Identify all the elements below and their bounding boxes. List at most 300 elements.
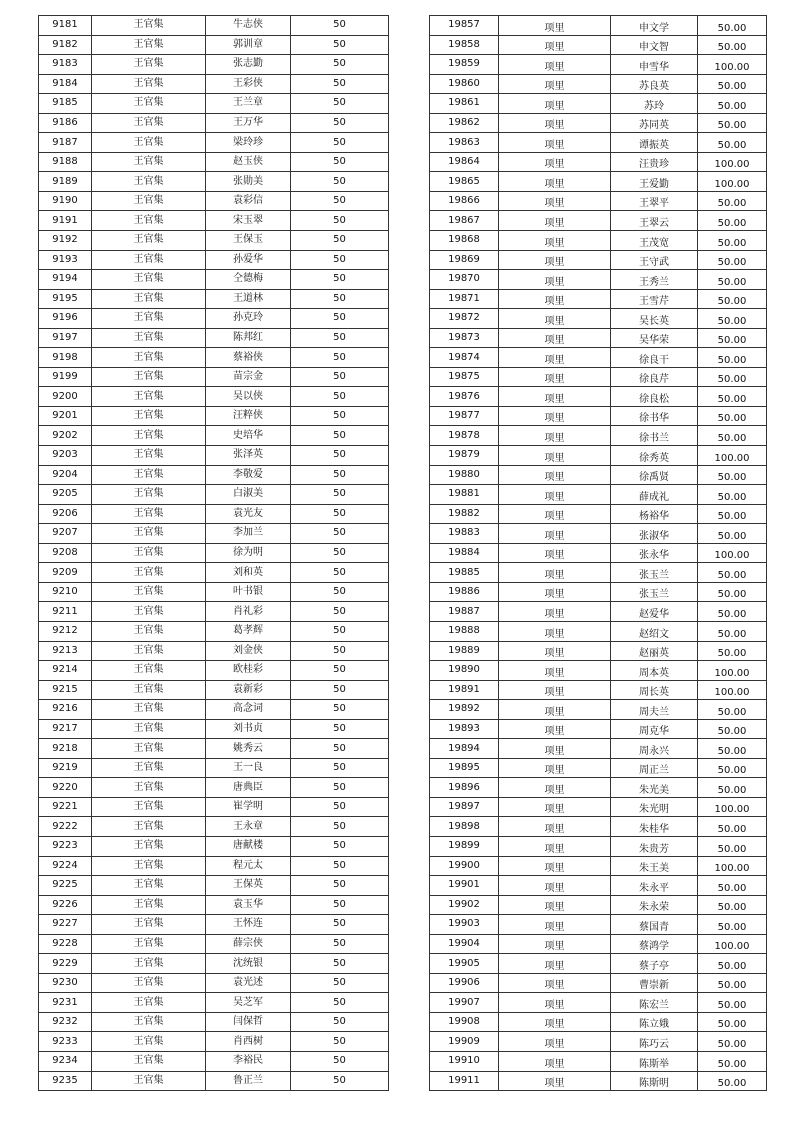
name-cell: 赵绍文 (611, 621, 698, 641)
village-cell: 王官集 (92, 543, 206, 563)
right-table-body (430, 16, 767, 1091)
id-cell: 9210 (39, 582, 92, 602)
village-cell: 项里 (499, 954, 611, 974)
village-cell: 王官集 (92, 152, 206, 172)
table-row (39, 465, 389, 485)
name-cell: 吴以侠 (206, 387, 291, 407)
village-cell: 王官集 (92, 426, 206, 446)
amount-cell: 50.00 (698, 836, 767, 856)
id-cell: 19890 (430, 661, 499, 681)
amount-cell: 100.00 (698, 661, 767, 681)
table-row (39, 152, 389, 172)
name-cell: 吴芝军 (206, 993, 291, 1013)
village-cell: 王官集 (92, 524, 206, 544)
village-cell: 王官集 (92, 856, 206, 876)
name-cell: 吴华荣 (611, 328, 698, 348)
village-cell: 项里 (499, 700, 611, 720)
amount-cell: 50 (291, 367, 389, 387)
name-cell: 姚秀云 (206, 739, 291, 759)
amount-cell: 50.00 (698, 602, 767, 622)
village-cell: 王官集 (92, 172, 206, 192)
id-cell: 19861 (430, 94, 499, 114)
name-cell: 孙克玲 (206, 309, 291, 329)
village-cell: 王官集 (92, 895, 206, 915)
amount-cell: 50.00 (698, 94, 767, 114)
table-row (39, 270, 389, 290)
name-cell: 欧桂彩 (206, 661, 291, 681)
name-cell: 唐典臣 (206, 778, 291, 798)
name-cell: 申文智 (611, 35, 698, 55)
id-cell: 19875 (430, 367, 499, 387)
amount-cell: 50.00 (698, 406, 767, 426)
name-cell: 朱永平 (611, 876, 698, 896)
village-cell: 王官集 (92, 309, 206, 329)
id-cell: 19894 (430, 739, 499, 759)
id-cell: 9187 (39, 133, 92, 153)
id-cell: 19888 (430, 621, 499, 641)
id-cell: 9213 (39, 641, 92, 661)
name-cell: 蔡裕侠 (206, 348, 291, 368)
table-row (430, 289, 767, 309)
name-cell: 张志勤 (206, 55, 291, 75)
village-cell: 项里 (499, 504, 611, 524)
amount-cell: 50 (291, 504, 389, 524)
name-cell: 张勋美 (206, 172, 291, 192)
amount-cell: 50.00 (698, 915, 767, 935)
amount-cell: 50.00 (698, 250, 767, 270)
amount-cell: 50 (291, 934, 389, 954)
amount-cell: 100.00 (698, 934, 767, 954)
id-cell: 19904 (430, 934, 499, 954)
village-cell: 王官集 (92, 797, 206, 817)
amount-cell: 50 (291, 35, 389, 55)
village-cell: 项里 (499, 289, 611, 309)
table-row (39, 641, 389, 661)
village-cell: 项里 (499, 543, 611, 563)
name-cell: 闫保哲 (206, 1012, 291, 1032)
id-cell: 19907 (430, 993, 499, 1013)
amount-cell: 50 (291, 582, 389, 602)
amount-cell: 50 (291, 16, 389, 36)
village-cell: 项里 (499, 836, 611, 856)
village-cell: 项里 (499, 35, 611, 55)
id-cell: 9203 (39, 446, 92, 466)
table-row (430, 94, 767, 114)
village-cell: 项里 (499, 563, 611, 583)
amount-cell: 50 (291, 876, 389, 896)
amount-cell: 50.00 (698, 16, 767, 36)
table-row (39, 856, 389, 876)
amount-cell: 50.00 (698, 465, 767, 485)
name-cell: 孙爱华 (206, 250, 291, 270)
id-cell: 19876 (430, 387, 499, 407)
id-cell: 9218 (39, 739, 92, 759)
table-row (430, 211, 767, 231)
amount-cell: 50 (291, 602, 389, 622)
table-row (39, 836, 389, 856)
amount-cell: 50.00 (698, 641, 767, 661)
village-cell: 王官集 (92, 700, 206, 720)
amount-cell: 50.00 (698, 895, 767, 915)
amount-cell: 50.00 (698, 1032, 767, 1052)
village-cell: 王官集 (92, 1071, 206, 1091)
name-cell: 吴长英 (611, 309, 698, 329)
table-row (430, 367, 767, 387)
amount-cell: 50 (291, 797, 389, 817)
table-row (39, 973, 389, 993)
village-cell: 项里 (499, 915, 611, 935)
table-row (39, 778, 389, 798)
village-cell: 项里 (499, 797, 611, 817)
amount-cell: 50.00 (698, 700, 767, 720)
amount-cell: 50 (291, 289, 389, 309)
name-cell: 沈统银 (206, 954, 291, 974)
village-cell: 王官集 (92, 954, 206, 974)
id-cell: 19908 (430, 1012, 499, 1032)
id-cell: 19881 (430, 485, 499, 505)
table-row (430, 817, 767, 837)
village-cell: 王官集 (92, 348, 206, 368)
id-cell: 9202 (39, 426, 92, 446)
id-cell: 9198 (39, 348, 92, 368)
name-cell: 陈斯明 (611, 1071, 698, 1091)
id-cell: 9217 (39, 719, 92, 739)
amount-cell: 50.00 (698, 1071, 767, 1091)
table-row (39, 446, 389, 466)
amount-cell: 50.00 (698, 270, 767, 290)
village-cell: 项里 (499, 16, 611, 36)
id-cell: 19899 (430, 836, 499, 856)
table-row (430, 973, 767, 993)
table-row (39, 563, 389, 583)
table-row (39, 582, 389, 602)
id-cell: 19896 (430, 778, 499, 798)
id-cell: 19898 (430, 817, 499, 837)
name-cell: 徐良干 (611, 348, 698, 368)
name-cell: 谭振英 (611, 133, 698, 153)
name-cell: 陈巧云 (611, 1032, 698, 1052)
id-cell: 9207 (39, 524, 92, 544)
village-cell: 王官集 (92, 1051, 206, 1071)
village-cell: 项里 (499, 934, 611, 954)
id-cell: 9230 (39, 973, 92, 993)
id-cell: 9186 (39, 113, 92, 133)
amount-cell: 50.00 (698, 231, 767, 251)
table-row (430, 309, 767, 329)
amount-cell: 100.00 (698, 55, 767, 75)
village-cell: 项里 (499, 406, 611, 426)
village-cell: 王官集 (92, 876, 206, 896)
table-row (39, 289, 389, 309)
village-cell: 项里 (499, 582, 611, 602)
table-row (430, 1071, 767, 1091)
id-cell: 9200 (39, 387, 92, 407)
table-row (39, 1012, 389, 1032)
name-cell: 王道林 (206, 289, 291, 309)
table-row (39, 934, 389, 954)
id-cell: 9234 (39, 1051, 92, 1071)
village-cell: 王官集 (92, 113, 206, 133)
village-cell: 王官集 (92, 817, 206, 837)
id-cell: 9190 (39, 191, 92, 211)
amount-cell: 50 (291, 231, 389, 251)
table-row (430, 504, 767, 524)
id-cell: 19873 (430, 328, 499, 348)
table-row (430, 836, 767, 856)
amount-cell: 50.00 (698, 817, 767, 837)
table-row (39, 328, 389, 348)
table-row (39, 1051, 389, 1071)
id-cell: 9197 (39, 328, 92, 348)
id-cell: 19905 (430, 954, 499, 974)
amount-cell: 100.00 (698, 152, 767, 172)
name-cell: 汪贵珍 (611, 152, 698, 172)
left-table-body (39, 16, 389, 1091)
id-cell: 9215 (39, 680, 92, 700)
table-row (39, 524, 389, 544)
amount-cell: 50.00 (698, 426, 767, 446)
village-cell: 项里 (499, 895, 611, 915)
village-cell: 项里 (499, 817, 611, 837)
name-cell: 刘书贞 (206, 719, 291, 739)
name-cell: 王一良 (206, 758, 291, 778)
amount-cell: 100.00 (698, 172, 767, 192)
id-cell: 19903 (430, 915, 499, 935)
id-cell: 19895 (430, 758, 499, 778)
id-cell: 19889 (430, 641, 499, 661)
table-row (39, 719, 389, 739)
table-row (39, 133, 389, 153)
table-row (39, 55, 389, 75)
amount-cell: 50.00 (698, 191, 767, 211)
village-cell: 王官集 (92, 74, 206, 94)
amount-cell: 50 (291, 387, 389, 407)
amount-cell: 100.00 (698, 680, 767, 700)
id-cell: 19911 (430, 1071, 499, 1091)
table-row (39, 543, 389, 563)
name-cell: 肖礼彩 (206, 602, 291, 622)
amount-cell: 50.00 (698, 113, 767, 133)
name-cell: 苏同英 (611, 113, 698, 133)
name-cell: 苗宗金 (206, 367, 291, 387)
name-cell: 申雪华 (611, 55, 698, 75)
name-cell: 王保英 (206, 876, 291, 896)
id-cell: 19862 (430, 113, 499, 133)
amount-cell: 50 (291, 133, 389, 153)
table-row (39, 602, 389, 622)
village-cell: 项里 (499, 602, 611, 622)
table-row (430, 641, 767, 661)
village-cell: 王官集 (92, 993, 206, 1013)
table-row (430, 797, 767, 817)
table-row (39, 680, 389, 700)
village-cell: 王官集 (92, 739, 206, 759)
village-cell: 王官集 (92, 719, 206, 739)
village-cell: 王官集 (92, 55, 206, 75)
village-cell: 王官集 (92, 621, 206, 641)
name-cell: 李裕民 (206, 1051, 291, 1071)
name-cell: 徐禹贤 (611, 465, 698, 485)
name-cell: 薛宗侠 (206, 934, 291, 954)
id-cell: 19858 (430, 35, 499, 55)
village-cell: 项里 (499, 387, 611, 407)
amount-cell: 50.00 (698, 582, 767, 602)
village-cell: 项里 (499, 1071, 611, 1091)
table-row (39, 426, 389, 446)
name-cell: 王万华 (206, 113, 291, 133)
table-row (430, 133, 767, 153)
name-cell: 朱光美 (611, 778, 698, 798)
id-cell: 9229 (39, 954, 92, 974)
amount-cell: 50 (291, 446, 389, 466)
id-cell: 9235 (39, 1071, 92, 1091)
village-cell: 王官集 (92, 94, 206, 114)
village-cell: 王官集 (92, 465, 206, 485)
table-row (430, 758, 767, 778)
village-cell: 项里 (499, 94, 611, 114)
amount-cell: 50 (291, 954, 389, 974)
village-cell: 项里 (499, 758, 611, 778)
village-cell: 项里 (499, 524, 611, 544)
table-row (39, 367, 389, 387)
name-cell: 徐秀英 (611, 446, 698, 466)
table-row (39, 700, 389, 720)
village-cell: 项里 (499, 1012, 611, 1032)
amount-cell: 50.00 (698, 563, 767, 583)
name-cell: 徐书华 (611, 406, 698, 426)
name-cell: 陈邦红 (206, 328, 291, 348)
amount-cell: 50.00 (698, 309, 767, 329)
name-cell: 袁新彩 (206, 680, 291, 700)
amount-cell: 50.00 (698, 778, 767, 798)
table-row (430, 348, 767, 368)
table-row (430, 426, 767, 446)
amount-cell: 50.00 (698, 993, 767, 1013)
id-cell: 19884 (430, 543, 499, 563)
table-row (430, 602, 767, 622)
village-cell: 王官集 (92, 485, 206, 505)
village-cell: 项里 (499, 661, 611, 681)
name-cell: 王秀兰 (611, 270, 698, 290)
table-row (430, 778, 767, 798)
amount-cell: 50 (291, 817, 389, 837)
name-cell: 周永兴 (611, 739, 698, 759)
name-cell: 朱桂华 (611, 817, 698, 837)
amount-cell: 50.00 (698, 1012, 767, 1032)
village-cell: 王官集 (92, 231, 206, 251)
amount-cell: 50.00 (698, 739, 767, 759)
amount-cell: 50 (291, 426, 389, 446)
id-cell: 9206 (39, 504, 92, 524)
village-cell: 项里 (499, 1032, 611, 1052)
name-cell: 薛成礼 (611, 485, 698, 505)
amount-cell: 50.00 (698, 211, 767, 231)
table-row (430, 876, 767, 896)
village-cell: 项里 (499, 973, 611, 993)
table-row (430, 915, 767, 935)
table-row (39, 94, 389, 114)
village-cell: 王官集 (92, 915, 206, 935)
id-cell: 9233 (39, 1032, 92, 1052)
amount-cell: 50 (291, 348, 389, 368)
table-row (430, 35, 767, 55)
id-cell: 9205 (39, 485, 92, 505)
table-row (430, 113, 767, 133)
village-cell: 项里 (499, 621, 611, 641)
amount-cell: 50 (291, 700, 389, 720)
id-cell: 9228 (39, 934, 92, 954)
table-row (430, 1032, 767, 1052)
village-cell: 项里 (499, 680, 611, 700)
name-cell: 肖西树 (206, 1032, 291, 1052)
name-cell: 朱永荣 (611, 895, 698, 915)
table-row (430, 993, 767, 1013)
id-cell: 9192 (39, 231, 92, 251)
id-cell: 19874 (430, 348, 499, 368)
name-cell: 程元太 (206, 856, 291, 876)
name-cell: 苏良英 (611, 74, 698, 94)
village-cell: 王官集 (92, 328, 206, 348)
name-cell: 王兰章 (206, 94, 291, 114)
name-cell: 梁玲珍 (206, 133, 291, 153)
table-row (39, 817, 389, 837)
name-cell: 汪粹侠 (206, 406, 291, 426)
village-cell: 项里 (499, 426, 611, 446)
amount-cell: 50.00 (698, 74, 767, 94)
name-cell: 仝德梅 (206, 270, 291, 290)
table-row (430, 582, 767, 602)
id-cell: 9204 (39, 465, 92, 485)
name-cell: 朱王美 (611, 856, 698, 876)
table-row (430, 328, 767, 348)
name-cell: 徐书兰 (611, 426, 698, 446)
table-row (39, 504, 389, 524)
village-cell: 项里 (499, 856, 611, 876)
name-cell: 朱光明 (611, 797, 698, 817)
amount-cell: 50 (291, 895, 389, 915)
amount-cell: 50.00 (698, 954, 767, 974)
village-cell: 王官集 (92, 641, 206, 661)
village-cell: 王官集 (92, 289, 206, 309)
name-cell: 朱贵芳 (611, 836, 698, 856)
amount-cell: 50.00 (698, 133, 767, 153)
name-cell: 叶书银 (206, 582, 291, 602)
id-cell: 19872 (430, 309, 499, 329)
name-cell: 牛志侠 (206, 16, 291, 36)
amount-cell: 50 (291, 94, 389, 114)
village-cell: 项里 (499, 348, 611, 368)
name-cell: 史培华 (206, 426, 291, 446)
name-cell: 宋玉翠 (206, 211, 291, 231)
amount-cell: 50 (291, 641, 389, 661)
village-cell: 项里 (499, 55, 611, 75)
name-cell: 王爱勤 (611, 172, 698, 192)
table-row (39, 993, 389, 1013)
amount-cell: 50.00 (698, 35, 767, 55)
name-cell: 赵玉侠 (206, 152, 291, 172)
village-cell: 项里 (499, 719, 611, 739)
table-row (430, 191, 767, 211)
amount-cell: 50.00 (698, 524, 767, 544)
village-cell: 项里 (499, 993, 611, 1013)
id-cell: 19860 (430, 74, 499, 94)
amount-cell: 50 (291, 74, 389, 94)
id-cell: 9214 (39, 661, 92, 681)
table-row (39, 954, 389, 974)
amount-cell: 50 (291, 465, 389, 485)
table-row (430, 563, 767, 583)
id-cell: 19892 (430, 700, 499, 720)
